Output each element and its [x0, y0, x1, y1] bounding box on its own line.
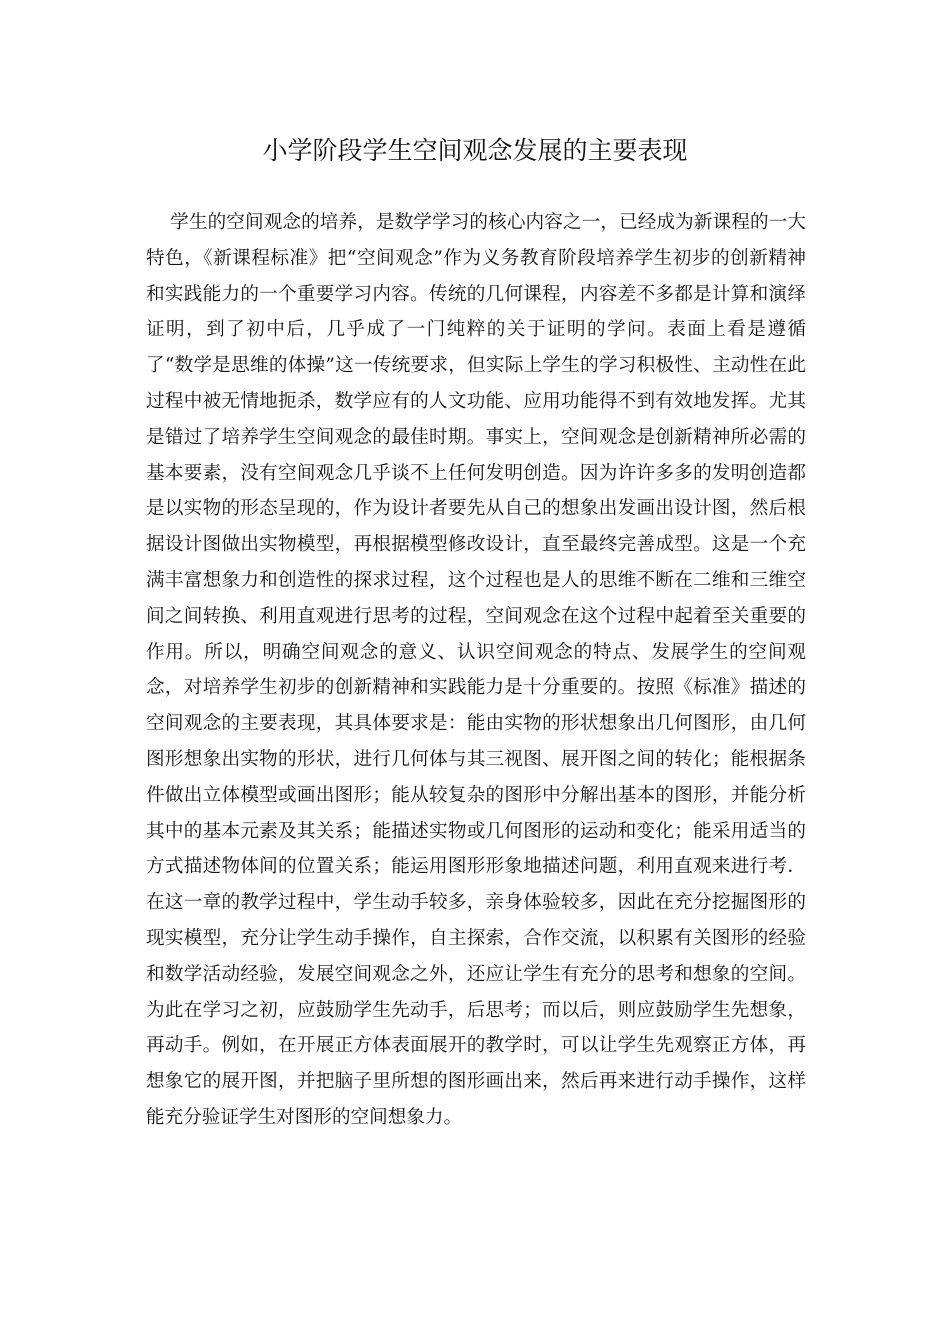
body-paragraph: 学生的空间观念的培养，是数学学习的核心内容之一，已经成为新课程的一大特色，《新课程标准》把“空间观念”作为义务教育阶段培养学生初步的创新精神和实践能力的一个重要学习内容。传统的几何课程，内容差不多都是计算和演绎证明，到了初中后，几乎成了一门纯粹的关于证明的学问。表面上看是遵循了“数学是思维的体操”这一传统要求，但实际上学生的学习积极性、主动性在此过程中被无情地扼杀，数学应有的人文功能、应用功能得不到有效地发挥。尤其是错过了培养学生空间观念的最佳时期。事实上，空间观念是创新精神所必需的基本要素，没有空间观念几乎谈不上任何发明创造。因为许许多多的发明创造都是以实物的形态呈现的，作为设计者要先从自己的想象出发画出设计图，然后根据设计图做出实物模型，再根据模型修改设计，直至最终完善成型。这是一个充满丰富想象力和创造性的探求过程，这个过程也是人的思维不断在二维和三维空间之间转换、利用直观进行思考的过程，空间观念在这个过程中起着至关重要的作用。所以，明确空间观念的意义、认识空间观念的特点、发展学生的空间观念，对培养学生初步的创新精神和实践能力是十分重要的。按照《标准》描述的空间观念的主要表现，其具体要求是：能由实物的形状想象出几何图形，由几何图形想象出实物的形状，进行几何体与其三视图、展开图之间的转化；能根据条件做出立体模型或画出图形；能从较复杂的图形中分解出基本的图形，并能分析其中的基本元素及其关系；能描述实物或几何图形的运动和变化；能采用适当的方式描述物体间的位置关系；能运用图形形象地描述问题，利用直观来进行考．在这一章的教学过程中，学生动手较多，亲身体验较多，因此在充分挖掘图形的现实模型，充分让学生动手操作，自主探索，合作交流，以积累有关图形的经验和数学活动经验，发展空间观念之外，还应让学生有充分的思考和想象的空间。为此在学习之初，应鼓励学生先动手，后思考；而以后，则应鼓励学生先想象，再动手。例如，在开展正方体表面展开的教学时，可以让学生先观察正方体，再想象它的展开图，并把脑子里所想的图形画出来，然后再来进行动手操作，这样能充分验证学生对图形的空间想象力。 [146, 212, 806, 1128]
document-title: 小学阶段学生空间观念发展的主要表现 [262, 136, 688, 165]
